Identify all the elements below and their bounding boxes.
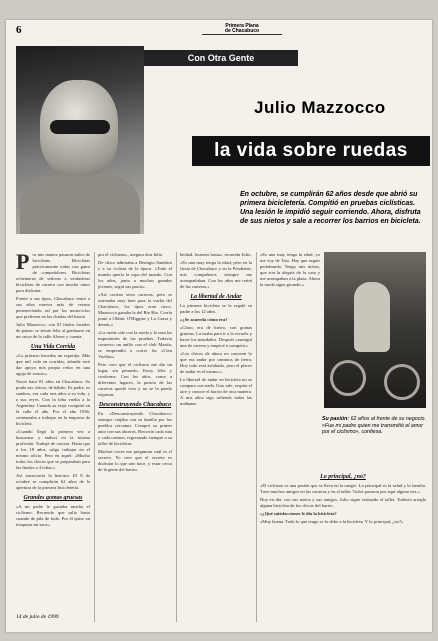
col1-p8: «A mi padre le gustaba mucho el ciclismo. Recuerdo que salía hasta cuando de pila de fudo. Por él quise un traspasar mi saca».	[16, 504, 90, 527]
col3-p4: «¿Se acuerda cómo era?	[180, 317, 228, 322]
col2-p3: «Así corrían otros carreras, pero se estrenaba muy bien para la vuelta del Chacabuco, los tipos eran cinco. Mazzocco ganaba la del Bio Bio. Corría junto a Oldini, O'Higgins y La Grasa y demás.»	[98, 292, 172, 327]
photo-shirt	[20, 176, 140, 234]
col1-p3: Julio Mazzocco, con 81 lindos fortales de patear, se siente feliz al graduarse en un cruce de la calle Alvear y cuenta.	[16, 322, 90, 339]
column-4-lower	[260, 470, 426, 527]
subheading-una-vida-corrida: Una Vida Corrida	[30, 344, 76, 350]
col1-p6: «Cuando llegó la primera vez a buscarme y anduvi en la misma profesión. Trabajé de carrera. Hasta que a los 18 años, salgo trabajar en el mismo oficio. Pero en aquel: «Mucho todos los chicos que se preparaban para las finales a 4 tobas.»	[16, 429, 90, 470]
caption-lead: Su pasión:	[322, 416, 350, 422]
col3-p1: heidad, lesiones hasta», recuerda Julio.	[180, 252, 252, 257]
photo-figure	[354, 282, 390, 352]
photo-wheel	[330, 360, 366, 396]
col2-p2: De chico admiraba a Bemigio Sandrini y a su ciclista de la época. «Todo el mundo quería la copa del mundo. Con los años, junto a muchos grandes jóvenes, seguí sus pasos».	[98, 260, 172, 289]
photo-glasses	[50, 120, 110, 134]
masthead-line-1: Primera Plana	[225, 23, 259, 29]
masthead-line-2: de Chacabuco	[224, 28, 260, 34]
col2-p5: Pero creo que el ciclismo me dio un lugar, sin pensarlo. Estoy feliz y conforme. Con los años, como a diferentes lugares, la pasión de las carreras quedó viva y no se la puedo expresar.	[98, 362, 172, 397]
col3-p2: «Es una muy tenga la edad, pero en la fiesta de Chacabuco y en la Pendiente, mis compañeros siempre me acompañaban. Con los años me retiré de las carreras.»	[180, 260, 252, 289]
col4-p4: «Muy buena. Todo lo que tengo se lo debo a la bicicleta. Y lo principal, ¿no?»	[260, 519, 404, 524]
column-divider	[94, 252, 95, 622]
workshop-photo	[324, 252, 426, 408]
col2-p7: Muchas veces me preguntan cuál es el secreto. Yo creo que el secreto es disfrutar lo que uno hace, y estar cerca de la gente del barrio.	[98, 449, 172, 472]
col4-p3: Hoy en día, con sus nietos y sus amigos, Julio sigue visitando el taller. Todavía arregla alguna bicicleta de los chicos del barrio.	[260, 497, 426, 508]
col3-p3: La primera bicicleta se la regaló su padre a los 12 años.	[180, 303, 252, 314]
photo-wheel	[384, 364, 420, 400]
portrait-photo	[16, 46, 144, 234]
col4-question: «¿Qué satisfacciones le dio la bicicleta?	[260, 511, 337, 516]
column-1	[16, 249, 90, 530]
col4-p2: «El ciclismo es una pasión que se lleva en la sangre. Lo principal es la salud y la familia. Tuve muchos amigos en las carreras y en el taller. Todos pasaron por aquí alguna vez.»	[260, 483, 426, 494]
col3-p5: «Claro, era de hierro, con gomas gruesas. La usaba para ir a la escuela y hacer los mandados. Después conseguí una de carrera y empecé a competir.»	[180, 325, 252, 348]
photo-caption	[322, 416, 428, 436]
headline: la vida sobre ruedas	[192, 136, 430, 166]
subheading-grandes-gomas: Grandes gomas gruesas	[23, 495, 83, 501]
article-deck: En octubre, se cumplirán 62 años desde que abrió su primera bicicletería. Compitió en pruebas ciclísticas. Una lesión le impidió seguir corriendo. Ahora, disfruta de sus nietos y sale a recorrer los barrios en bicicleta.	[240, 191, 421, 225]
column-2	[98, 252, 172, 475]
col1-p2: Frente a sus tipos, Chacabuco entró a sus años nuevos más de verano perteneciendo así por los motociclos que prefieren en las charlas del barrio.	[16, 296, 90, 319]
col1-p4: «Lo primero hacerlas un repartija. Más que mil vida en corridas, adonde seré dar apoyo mis propio retiro en una aguja de exacto».	[16, 353, 90, 376]
column-3	[180, 252, 252, 409]
masthead	[202, 24, 282, 35]
col2-p4: «La rueda sale con la rueda y la raza las importantes de las pruebas. Todavía conservo un anillo con el club Martín, se emprendió a correr las «Cien Vueltas».	[98, 330, 172, 359]
newspaper-page	[6, 20, 432, 632]
page-number: 6	[16, 24, 22, 36]
col1-p1: or mis manos pasaron miles de bicicletas. Bicicletas prácticamente todas con garra de competidores. Bicicletas ochenteras de señoras a verdaderas bicicletas de carrera con mucho amor para disfrutar.	[16, 252, 90, 293]
col2-p6: En «Desconstruyendo Chacabuco» siempre viajaba con su familia por los pueblos cercanos. Compró su primer auto con sus ahorros. Recorrió cada ruta y cada camino, regresando siempre a su taller de bicicletas.	[98, 411, 172, 446]
col1-p7: Así transcurría la historia. El 8 de octubre se cumplirán 62 años de la apertura de la primera bicicletería.	[16, 473, 90, 490]
article-name: Julio Mazzocco	[254, 98, 386, 117]
col1-p5: Nació hace 81 años en Chacabuco. Se ponía sus chicos, de hábito. Es padre, es sandros, era cada seis años a su vida, y a sus reyes. Con la loba vuelta a la Argentina. Cuando su viaje compitió en la calle el año. Por el año 1936, comenzaba a trabajar en la empresa de bicicleta.	[16, 379, 90, 426]
column-divider	[256, 252, 257, 622]
footer-date: 14 de julio de 1999	[16, 614, 59, 620]
col4-p1: «Es una muy tenga la edad, yo me voy de Tato. Hay que seguir pedaleando. Tengo mis nietos, que son la alegría de la casa y me acompañan a la plaza. Ahora la rueda sigue girando.»	[260, 252, 320, 287]
subheading-libertad-de-andar: La libertad de Andar	[190, 294, 242, 300]
drop-cap: P	[16, 249, 30, 274]
column-divider	[176, 252, 177, 622]
subheading-desconstruyendo: Desconstruyendo Chacabuco	[98, 402, 172, 408]
caption-text: 62 años al frente de su negocio. «Fue mi padre quien me transmitió el amor por el ciclismo», confiesa.	[322, 416, 426, 435]
column-4	[260, 252, 320, 290]
subheading-lo-principal: Lo principal, ¿no?	[320, 474, 366, 480]
section-label: Con Otra Gente	[144, 50, 298, 66]
col3-p6: «Los chicos de ahora no conocen lo que era andar por caminos de tierra. Hoy todo está asfaltado, pero el placer de andar es el mismo.»	[180, 351, 252, 374]
col3-p7: La libertad de andar en bicicleta no se compara con nada. Uno sale, respira el aire y conoce el barrio de otra manera. A mis años sigo saliendo todas las mañanas.	[180, 377, 252, 406]
col2-p1: por el ciclismo», asegura don Julio.	[98, 252, 164, 257]
